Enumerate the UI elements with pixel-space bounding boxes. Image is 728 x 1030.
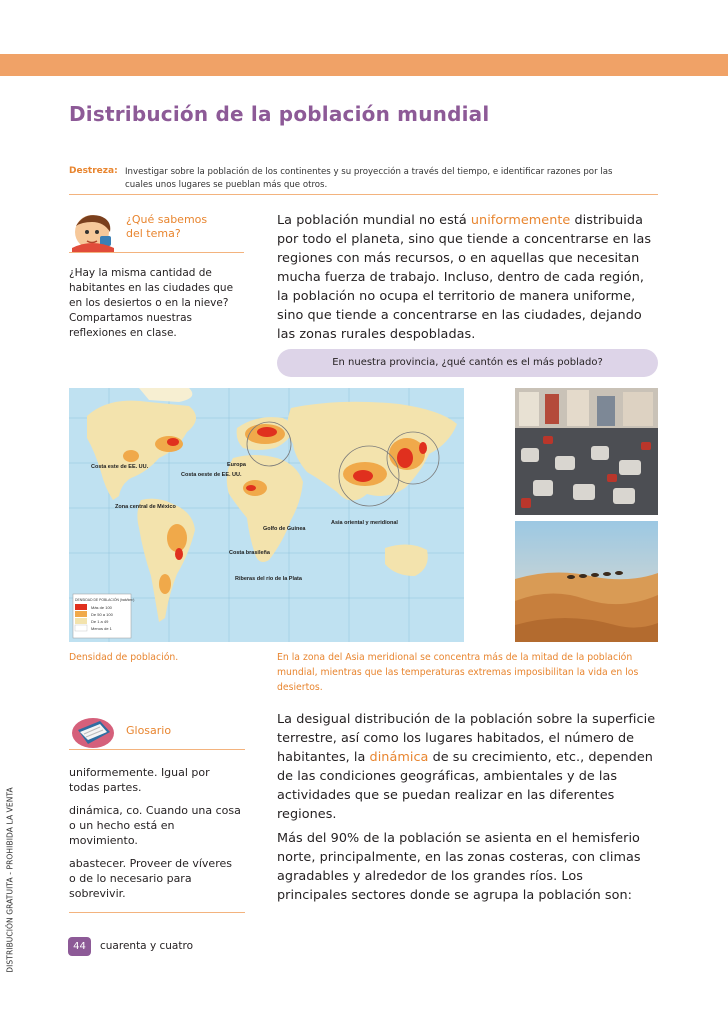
intro-paragraph bbox=[277, 211, 657, 344]
divider bbox=[69, 194, 658, 195]
map-label-costa-brasilena: Costa brasileña bbox=[229, 550, 270, 556]
legend-item: De 1 a 49 bbox=[91, 619, 109, 624]
intro-text-b: distribuida por todo el planeta, sino que tiende a concentrarse en las regiones con más recursos, o en aquellas que necesitan mucha fuerza de trabajo. Incluso, dentro de cada región, la población no ocupa el territorio de manera uniforme, sino que tiende a concentrarse en las ciudades, dejando las zonas rurales despobladas. bbox=[277, 213, 652, 342]
legend-item: Más de 100 bbox=[91, 605, 112, 610]
map-label-costa-este: Costa este de EE. UU. bbox=[91, 464, 149, 470]
intro-text-a: La población mundial no está bbox=[277, 213, 471, 228]
callout-text: En nuestra provincia, ¿qué cantón es el más poblado? bbox=[332, 357, 603, 368]
que-sabemos-line2: del tema? bbox=[126, 227, 181, 240]
map-caption: Densidad de población. bbox=[69, 652, 179, 663]
glossary-item: dinámica, co. Cuando una cosa o un hecho está en movimiento. bbox=[69, 804, 241, 847]
crowded-city-photo bbox=[515, 388, 658, 515]
body-text-b: de su crecimiento, etc., dependen de las condiciones geográficas, ambientales y de las actividades que se puedan realizar en las diferentes regiones. bbox=[277, 750, 653, 822]
photo-caption: En la zona del Asia meridional se concentra más de la mitad de la población mundial, mientras que las temperaturas extremas imposibilitan la vida en los desiertos. bbox=[277, 652, 639, 693]
legend-item: De 50 a 100 bbox=[91, 612, 113, 617]
question-callout bbox=[277, 349, 658, 377]
map-label-riberas-plata: Riberas del río de la Plata bbox=[235, 576, 302, 582]
divider bbox=[69, 912, 245, 913]
glosario-title: Glosario bbox=[126, 724, 172, 737]
map-label-golfo-guinea: Golfo de Guinea bbox=[263, 526, 306, 532]
thinking-kid-icon bbox=[70, 210, 116, 252]
glossary-item: uniformemente. Igual por todas partes. bbox=[69, 766, 210, 794]
divider bbox=[69, 252, 244, 253]
glossary-term-dinamica: dinámica bbox=[369, 750, 429, 765]
legend-item: Menos de 1 bbox=[91, 626, 112, 631]
que-sabemos-body: ¿Hay la misma cantidad de habitantes en las ciudades que en los desiertos o en la nieve? Compartamos nuestras reflexiones en clase. bbox=[69, 267, 234, 339]
body-text-a: La desigual distribución de la población sobre la superficie terrestre, así como los lugares habitados, el número de habitantes, la bbox=[277, 712, 656, 765]
que-sabemos-heading bbox=[126, 213, 207, 241]
top-band bbox=[0, 54, 728, 76]
book-icon bbox=[70, 712, 116, 750]
page-title: Distribución de la población mundial bbox=[69, 102, 490, 126]
map-label-costa-oeste: Costa oeste de EE. UU. bbox=[181, 472, 242, 478]
sidebar-text: DISTRIBUCIÓN GRATUITA - PROHIBIDA LA VENTA bbox=[5, 787, 15, 973]
map-legend-title: DENSIDAD DE POBLACIÓN (hab/km²) bbox=[75, 598, 135, 602]
glossary-item: abastecer. Proveer de víveres o de lo necesario para sobrevivir. bbox=[69, 857, 232, 900]
map-label-zona-central: Zona central de México bbox=[115, 504, 176, 510]
body-paragraph-2: Más del 90% de la población se asienta en el hemisferio norte, principalmente, en las zonas costeras, con climas agradables y alrededor de los grandes ríos. Los principales sectores donde se agrupa la población son: bbox=[277, 831, 641, 903]
page-number-text: cuarenta y cuatro bbox=[100, 940, 193, 952]
divider bbox=[69, 749, 245, 750]
glossary-term-uniformemente: uniformemente bbox=[470, 213, 571, 228]
destreza-label: Destreza: bbox=[69, 166, 118, 176]
map-label-asia: Asia oriental y meridional bbox=[331, 520, 398, 526]
page-number: 44 bbox=[68, 937, 91, 956]
desert-camels-photo bbox=[515, 521, 658, 642]
sidebar-disclaimer bbox=[2, 770, 18, 990]
population-density-map bbox=[69, 388, 464, 642]
body-paragraph-1 bbox=[277, 710, 657, 824]
map-label-europa: Europa bbox=[227, 462, 246, 468]
destreza-text: Investigar sobre la población de los continentes y su proyección a través del tiempo, e identificar razones por las cuales unos lugares se pueblan más que otros. bbox=[125, 167, 613, 190]
que-sabemos-line1: ¿Qué sabemos bbox=[126, 213, 208, 226]
